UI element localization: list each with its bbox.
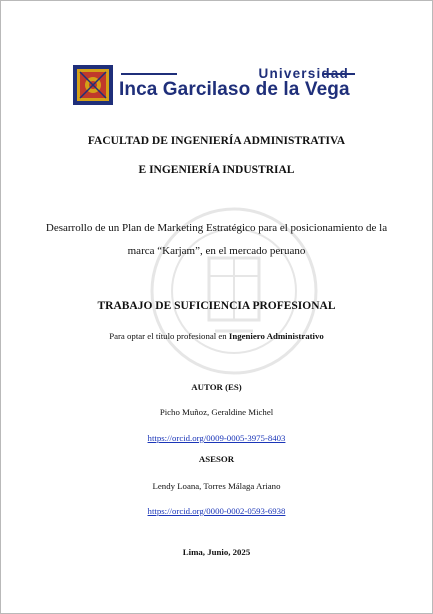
thesis-title-line-2: marca “Karjam”, en el mercado peruano	[127, 245, 306, 257]
author-orcid-line	[1, 428, 432, 446]
author-name: Picho Muñoz, Geraldine Michel	[159, 407, 274, 417]
advisor-name: Lendy Loana, Torres Málaga Ariano	[152, 481, 281, 491]
faculty-line-1: FACULTAD DE INGENIERÍA ADMINISTRATIVA	[87, 135, 346, 147]
university-logo	[73, 65, 363, 111]
faculty-line-2: E INGENIERÍA INDUSTRIAL	[138, 164, 295, 176]
advisor-orcid-link[interactable]: https://orcid.org/0000-0002-0593-6938	[147, 506, 286, 516]
degree-line	[1, 331, 432, 341]
advisor-orcid-line	[1, 501, 432, 519]
advisor-heading: ASESOR	[198, 454, 235, 464]
author-heading: AUTOR (ES)	[191, 382, 242, 392]
logo-main-text: Inca Garcilaso de la Vega	[119, 79, 350, 100]
degree-name: Ingeniero Administrativo	[228, 331, 324, 341]
degree-prefix: Para optar el título profesional en	[109, 331, 229, 341]
thesis-title-line-1: Desarrollo de un Plan de Marketing Estratégico para el posicionamiento de la	[45, 222, 388, 234]
logo-top-text: Universidad	[258, 66, 349, 81]
author-orcid-link[interactable]: https://orcid.org/0009-0005-3975-8403	[147, 433, 286, 443]
work-type: TRABAJO DE SUFICIENCIA PROFESIONAL	[97, 300, 336, 312]
place-date: Lima, Junio, 2025	[182, 547, 251, 557]
